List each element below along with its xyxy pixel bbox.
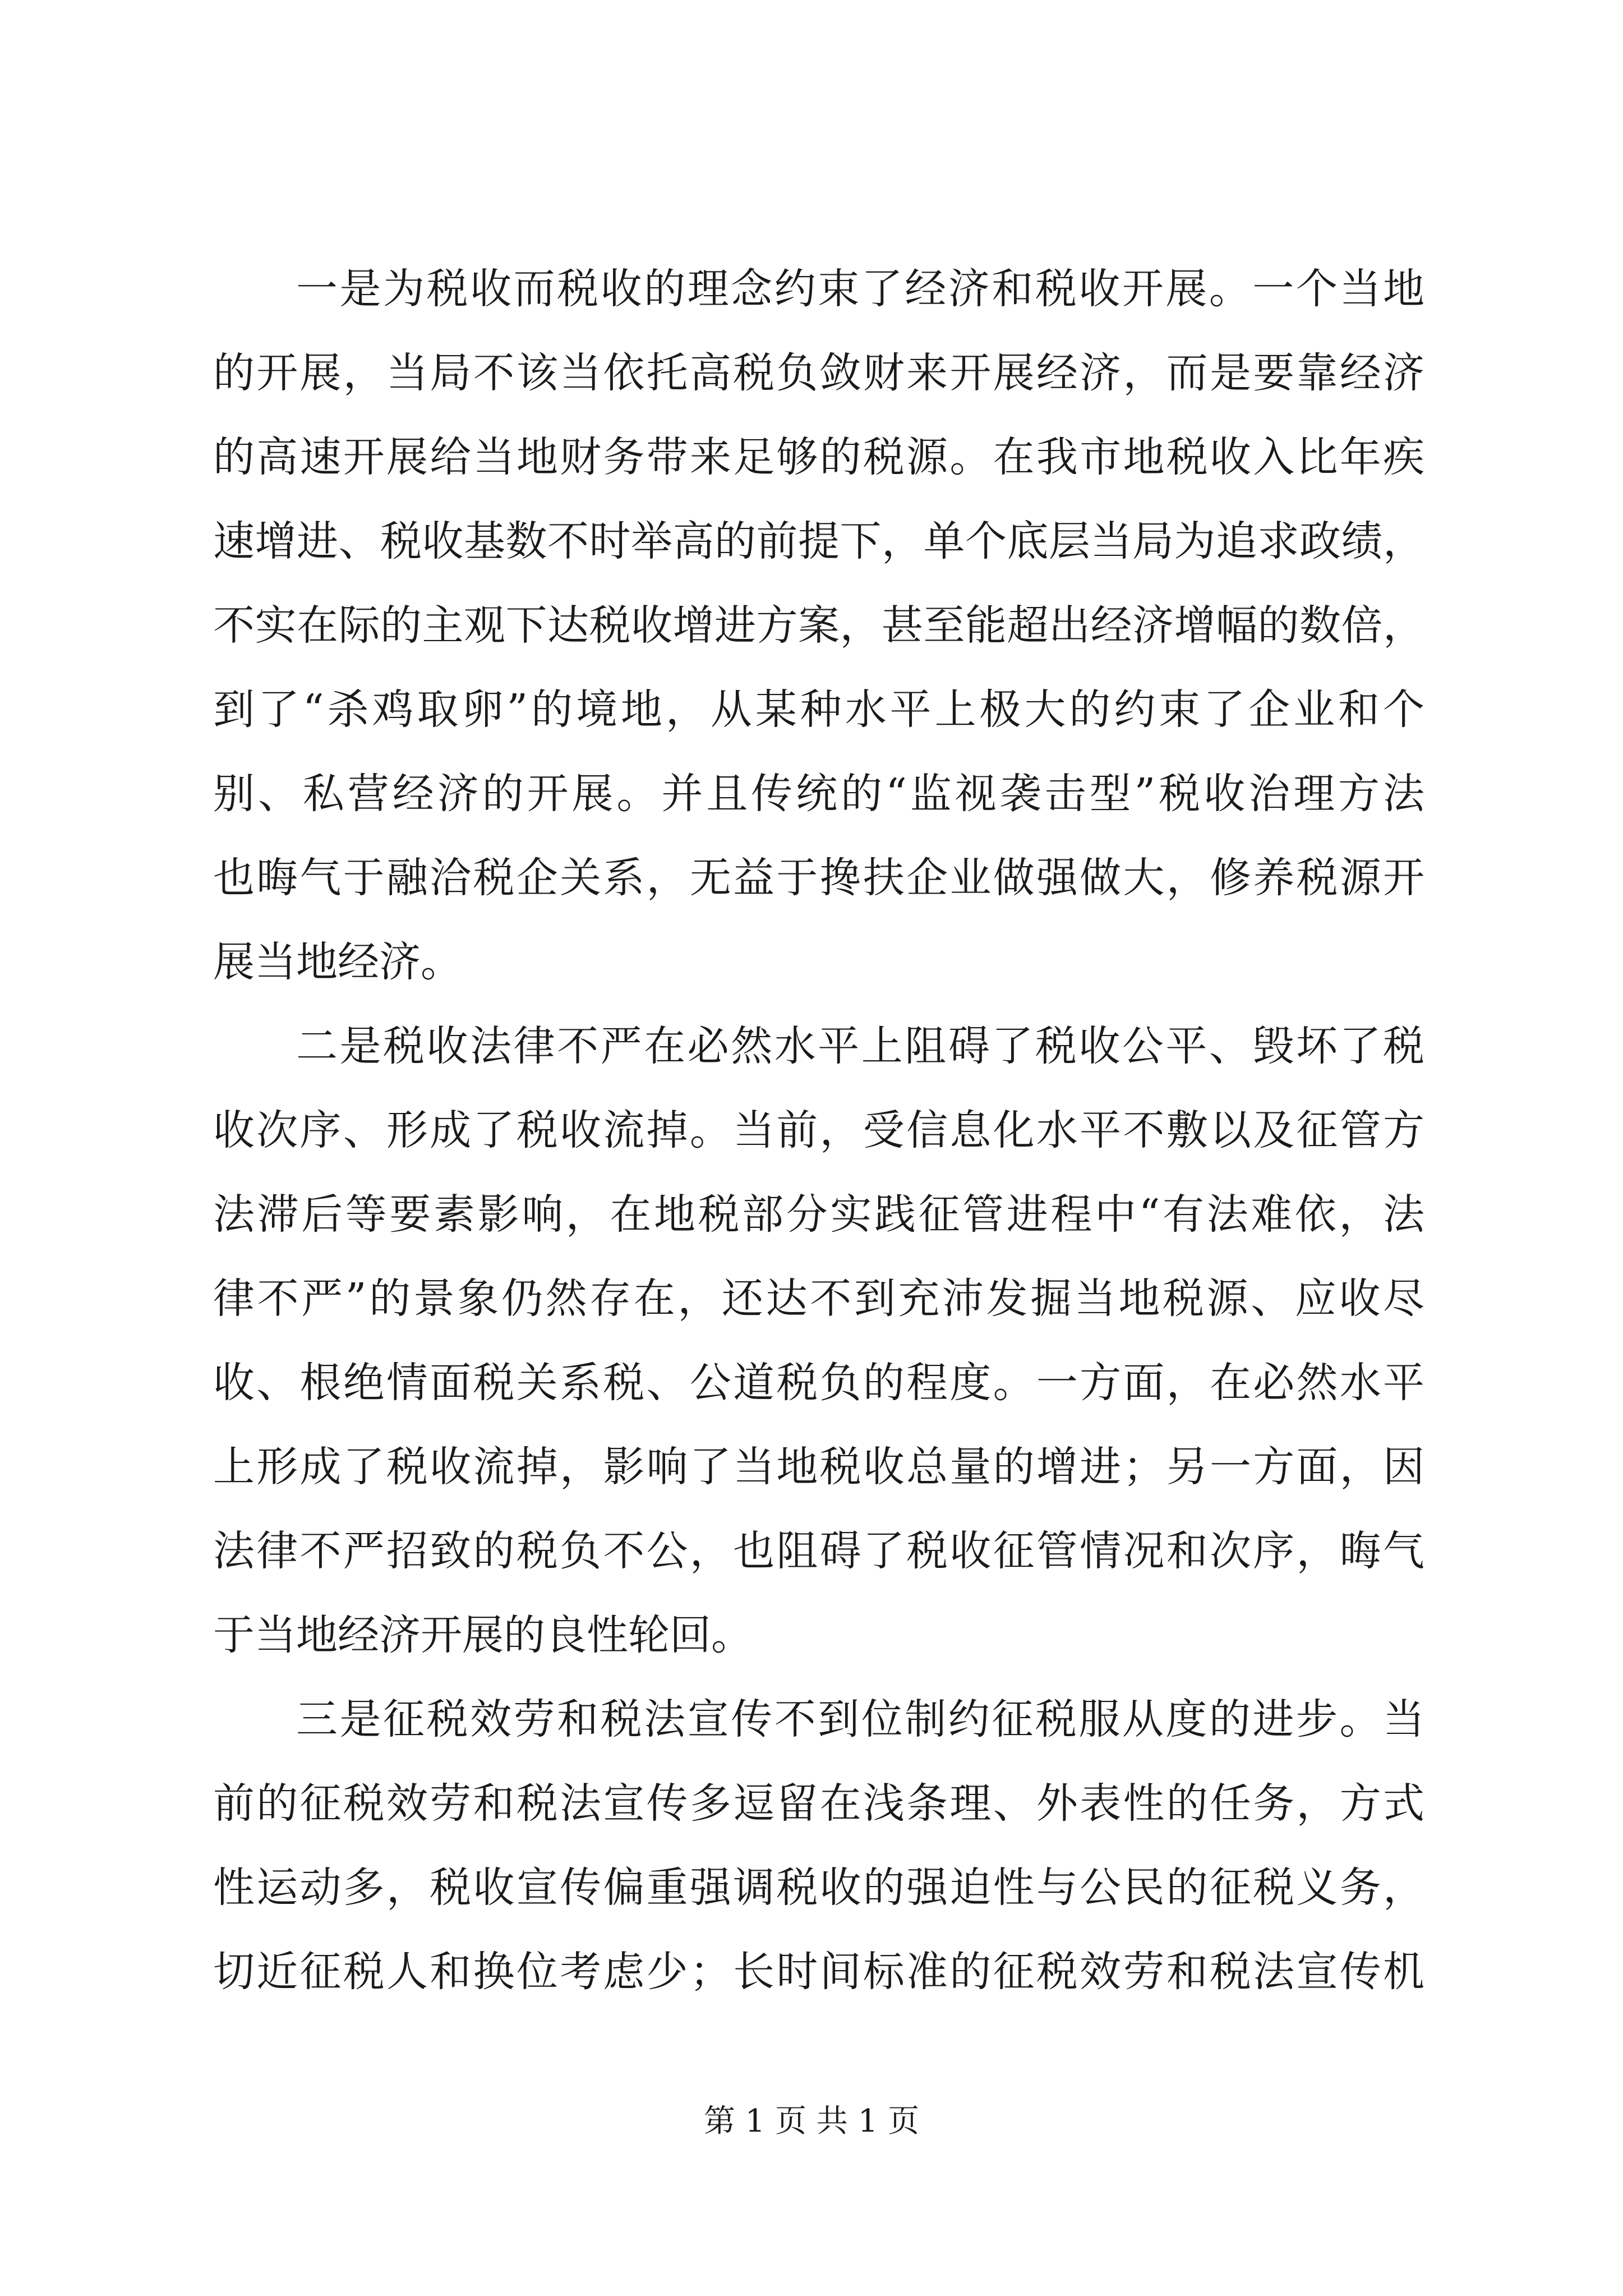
paragraph-line: 也晦气于融洽税企关系，无益于搀扶企业做强做大，修养税源开 [213,854,1424,902]
paragraph-line: 收、根绝情面税关系税、公道税负的程度。一方面，在必然水平 [213,1359,1424,1407]
paragraph-line: 的高速开展给当地财务带来足够的税源。在我市地税收入比年疾 [213,433,1424,481]
paragraph-line: 切近征税人和换位考虑少；长时间标准的征税效劳和税法宣传机 [213,1948,1424,1996]
paragraph-line: 到了“杀鸡取卵”的境地，从某种水平上极大的约束了企业和个 [213,685,1424,734]
paragraph-line: 收次序、形成了税收流掉。当前，受信息化水平不敷以及征管方 [213,1106,1424,1154]
paragraph-line: 速增进、税收基数不时举高的前提下，单个底层当局为追求政绩， [213,517,1424,565]
paragraph-line: 展当地经济。 [213,938,462,986]
paragraph-line: 于当地经济开展的良性轮回。 [213,1611,753,1659]
paragraph-line: 法律不严招致的税负不公，也阻碍了税收征管情况和次序，晦气 [213,1527,1424,1575]
paragraph-line: 三是征税效劳和税法宣传不到位制约征税服从度的进步。当 [296,1695,1424,1743]
paragraph-line: 不实在际的主观下达税收增进方案，甚至能超出经济增幅的数倍， [213,601,1424,650]
paragraph-line: 性运动多，税收宣传偏重强调税收的强迫性与公民的征税义务， [213,1864,1424,1912]
page-number-footer: 第 1 页 共 1 页 [703,2103,920,2139]
paragraph-line: 法滞后等要素影响，在地税部分实践征管进程中“有法难依，法 [213,1190,1424,1239]
paragraph-line: 前的征税效劳和税法宣传多逗留在浅条理、外表性的任务，方式 [213,1779,1424,1828]
paragraph-line: 律不严”的景象仍然存在，还达不到充沛发掘当地税源、应收尽 [213,1274,1424,1323]
paragraph-line: 的开展，当局不该当依托高税负敛财来开展经济，而是要靠经济 [213,349,1424,397]
paragraph-line: 上形成了税收流掉，影响了当地税收总量的增进；另一方面，因 [213,1443,1424,1491]
paragraph-line: 别、私营经济的开展。并且传统的“监视袭击型”税收治理方法 [213,770,1424,818]
paragraph-line: 一是为税收而税收的理念约束了经济和税收开展。一个当地 [296,265,1424,313]
paragraph-line: 二是税收法律不严在必然水平上阻碍了税收公平、毁坏了税 [296,1022,1424,1070]
